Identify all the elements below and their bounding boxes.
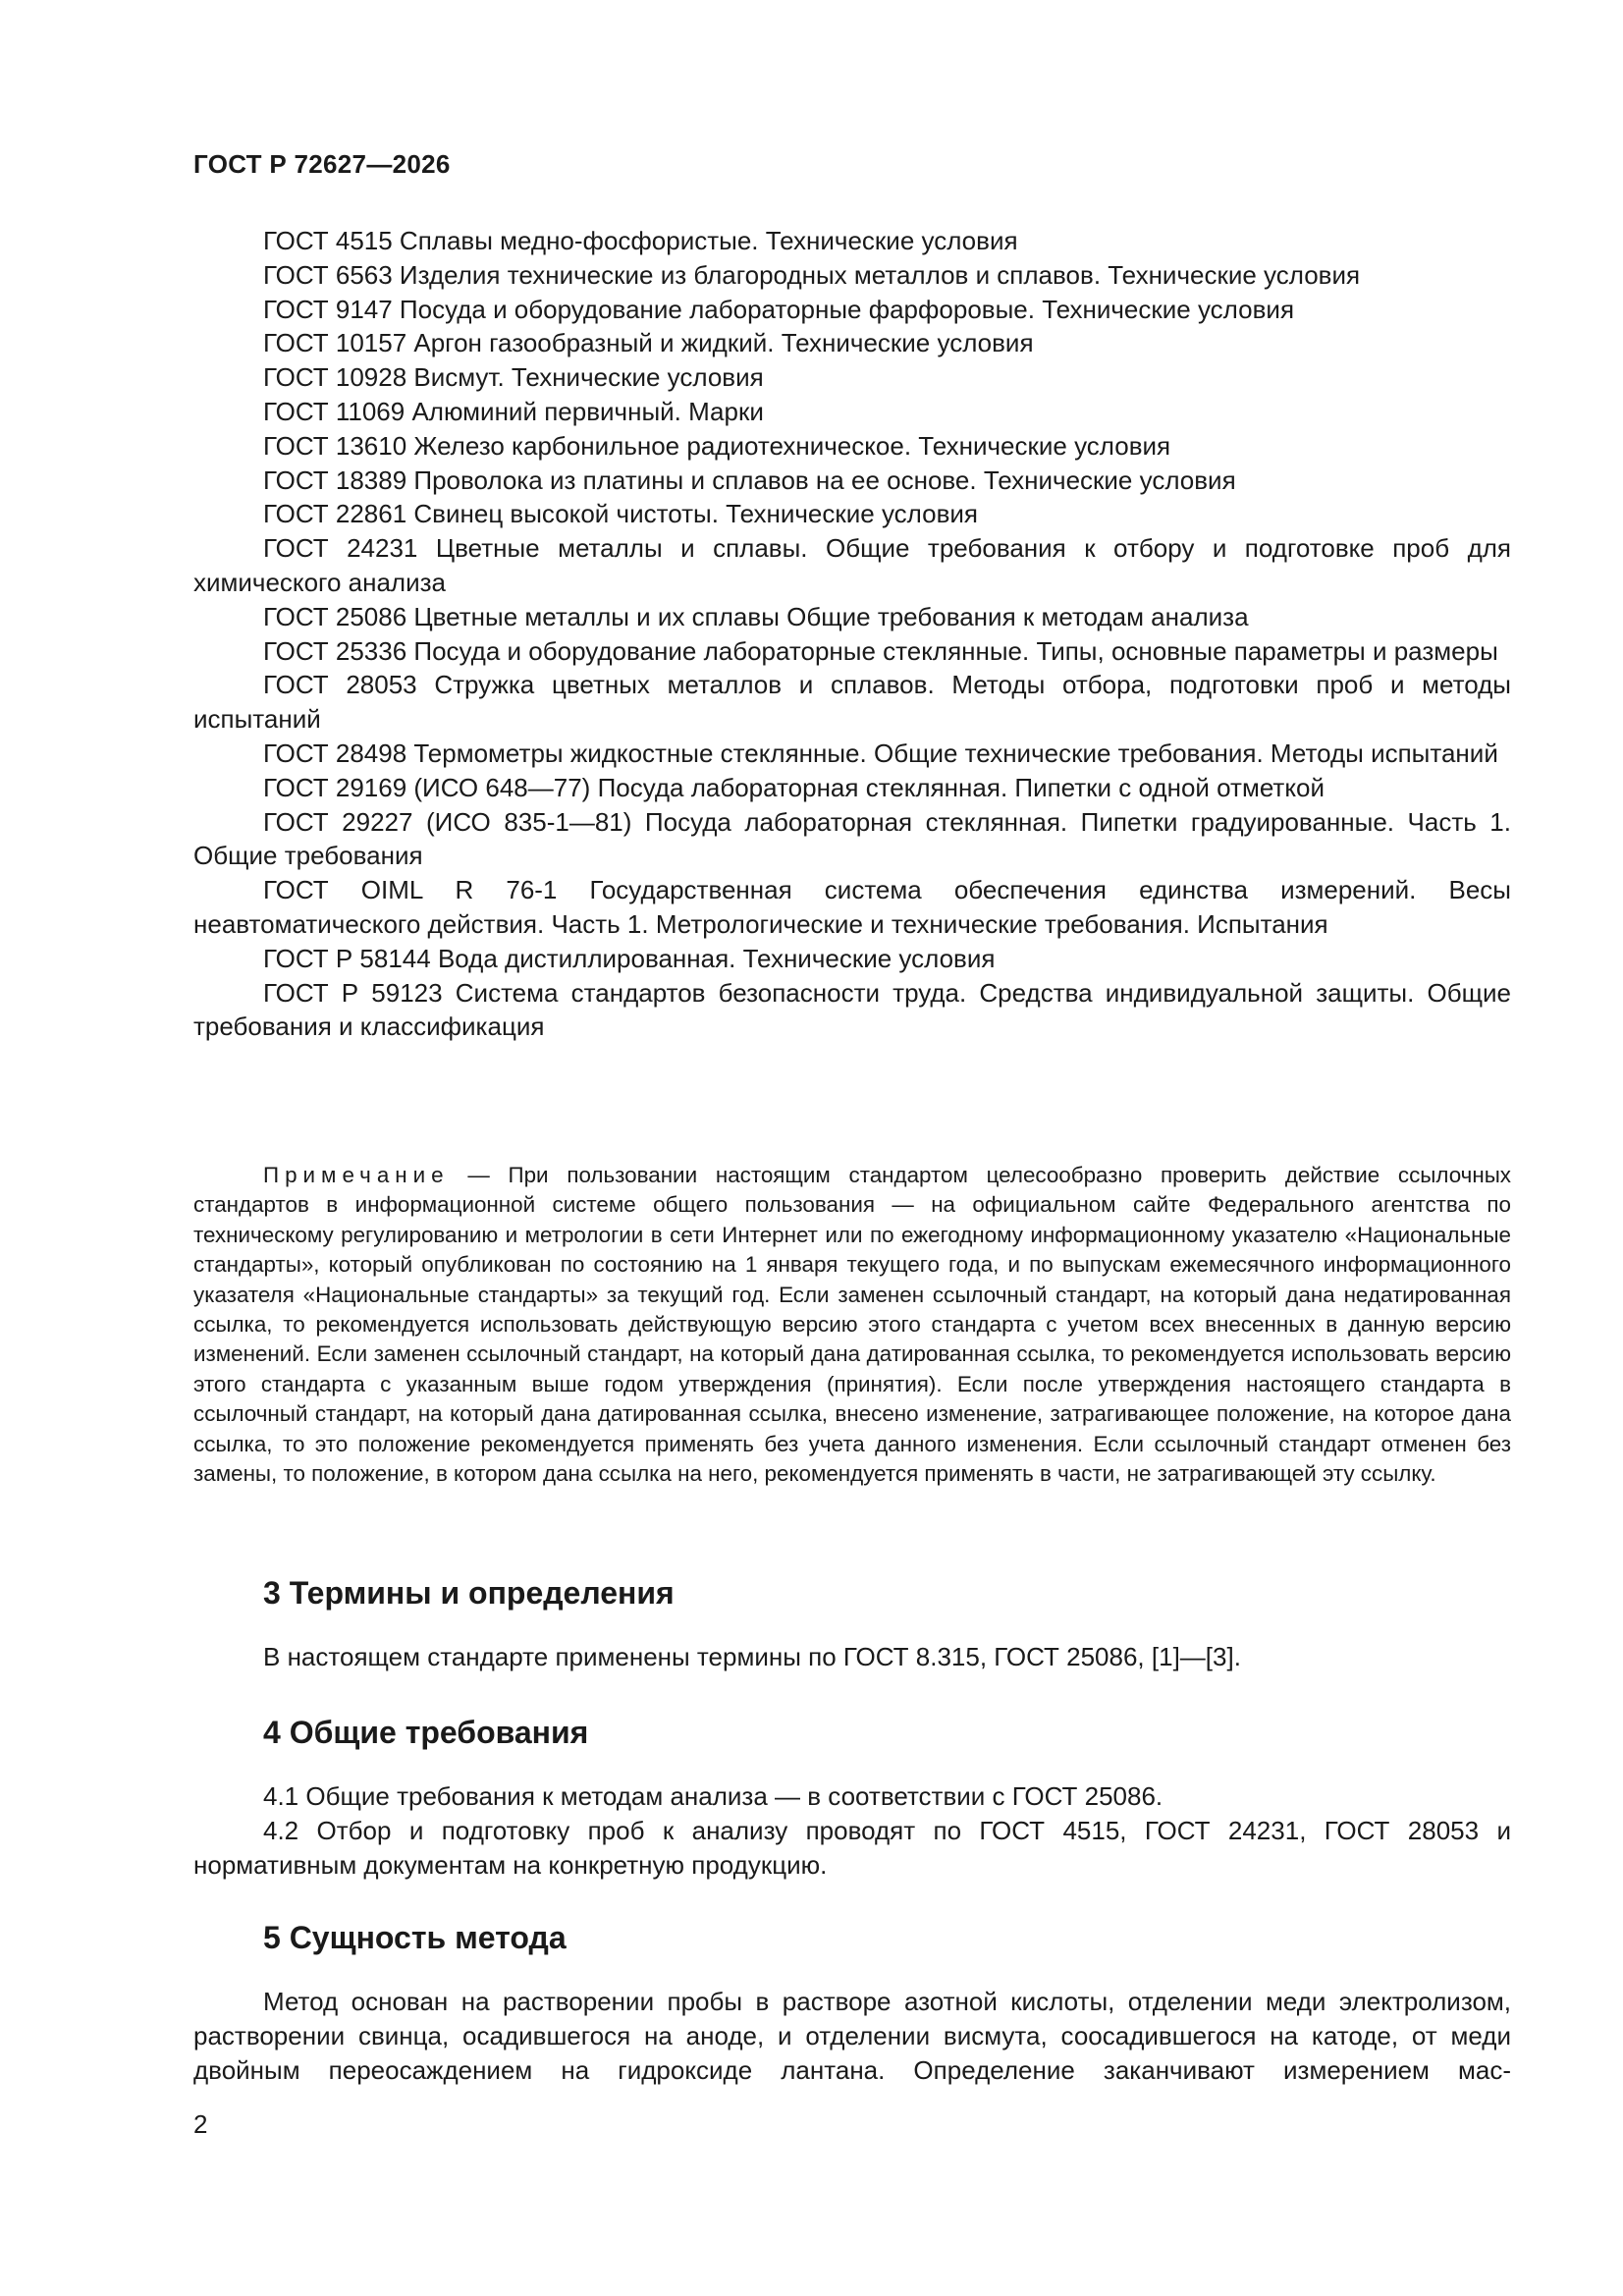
reference-item: ГОСТ 10157 Аргон газообразный и жидкий. Технические условия: [263, 328, 1034, 358]
reference-item: ГОСТ OIML R 76-1 Государственная система обеспечения единства измерений. Весы неавтоматического действия. Часть 1. Метрологические и технические требования. Испытания: [193, 875, 1511, 939]
reference-item: ГОСТ 25086 Цветные металлы и их сплавы Общие требования к методам анализа: [263, 601, 1249, 631]
document-header: ГОСТ Р 72627—2026: [193, 149, 451, 179]
note-label: Примечание: [263, 1163, 450, 1187]
reference-item: ГОСТ Р 59123 Система стандартов безопасности труда. Средства индивидуальной защиты. Общие требования и классификация: [193, 977, 1511, 1042]
page-number: 2: [193, 2109, 208, 2139]
section-3-title: 3 Термины и определения: [263, 1575, 675, 1611]
section-4-paragraph-2: 4.2 Отбор и подготовку проб к анализу проводят по ГОСТ 4515, ГОСТ 24231, ГОСТ 28053 и нормативным документам на конкретную продукцию.: [193, 1816, 1511, 1880]
reference-item: ГОСТ 29169 (ИСО 648—77) Посуда лабораторная стеклянная. Пипетки с одной отметкой: [263, 772, 1325, 802]
reference-item: ГОСТ 9147 Посуда и оборудование лабораторные фарфоровые. Технические условия: [263, 294, 1295, 324]
reference-item: ГОСТ 11069 Алюминий первичный. Марки: [263, 396, 764, 426]
reference-item: ГОСТ 28498 Термометры жидкостные стеклянные. Общие технические требования. Методы испытаний: [263, 738, 1498, 768]
section-5-title: 5 Сущность метода: [263, 1920, 567, 1955]
reference-item: ГОСТ 13610 Железо карбонильное радиотехническое. Технические условия: [263, 430, 1171, 461]
note-paragraph: [193, 1161, 1511, 1489]
note-text: — При пользовании настоящим стандартом целесообразно проверить действие ссылочных стандартов в информационной системе общего пользования — на официальном сайте Федерального агентства по техническому регулированию и метрологии в сети Интернет или по ежегодному информационному указателю «Национальные стандарты», который опубликован по состоянию на 1 января текущего года, и по выпускам ежемесячного информационного указателя «Национальные стандарты» за текущий год. Если заменен ссылочный стандарт, на который дана недатированная ссылка, то рекомендуется использовать действующую версию этого стандарта с учетом всех внесенных в данную версию изменений. Если заменен ссылочный стандарт, на который дана датированная ссылка, то рекомендуется использовать версию этого стандарта с указанным выше годом утверждения (принятия). Если после утверждения настоящего стандарта в ссылочный стандарт, на который дана датированная ссылка, внесено изменение, затрагивающее положение, на которое дана ссылка, то это положение рекомендуется применять без учета данного изменения. Если ссылочный стандарт отменен без замены, то положение, в котором дана ссылка на него, рекомендуется применять в части, не затрагивающей эту ссылку.: [193, 1163, 1511, 1487]
section-4-paragraph-1: 4.1 Общие требования к методам анализа — в соответствии с ГОСТ 25086.: [263, 1781, 1163, 1811]
reference-item: ГОСТ 29227 (ИСО 835-1—81) Посуда лабораторная стеклянная. Пипетки градуированные. Часть 1. Общие требования: [193, 806, 1511, 871]
reference-item: ГОСТ 18389 Проволока из платины и сплавов на ее основе. Технические условия: [263, 465, 1236, 495]
reference-item: ГОСТ 10928 Висмут. Технические условия: [263, 362, 764, 393]
normative-references-list: [193, 224, 1511, 1044]
reference-item: ГОСТ 6563 Изделия технические из благородных металлов и сплавов. Технические условия: [263, 259, 1361, 290]
reference-item: ГОСТ 28053 Стружка цветных металлов и сплавов. Методы отбора, подготовки проб и методы испытаний: [193, 670, 1511, 735]
reference-item: ГОСТ 25336 Посуда и оборудование лабораторные стеклянные. Типы, основные параметры и размеры: [263, 635, 1498, 666]
reference-item: ГОСТ 22861 Свинец высокой чистоты. Технические условия: [263, 499, 978, 529]
section-3-text: В настоящем стандарте применены термины по ГОСТ 8.315, ГОСТ 25086, [1]—[3].: [263, 1642, 1241, 1671]
section-4-title: 4 Общие требования: [263, 1715, 589, 1750]
section-5-text: Метод основан на растворении пробы в растворе азотной кислоты, отделении меди электролизом, растворении свинца, осадившегося на аноде, и отделении висмута, соосадившегося на катоде, от меди двойным переосаждением на гидроксиде лантана. Определение заканчивают измерением мас-: [193, 1987, 1511, 2085]
reference-item: ГОСТ Р 58144 Вода дистиллированная. Технические условия: [263, 943, 996, 973]
reference-item: ГОСТ 24231 Цветные металлы и сплавы. Общие требования к отбору и подготовке проб для химического анализа: [193, 533, 1511, 597]
reference-item: ГОСТ 4515 Сплавы медно-фосфористые. Технические условия: [263, 226, 1018, 255]
